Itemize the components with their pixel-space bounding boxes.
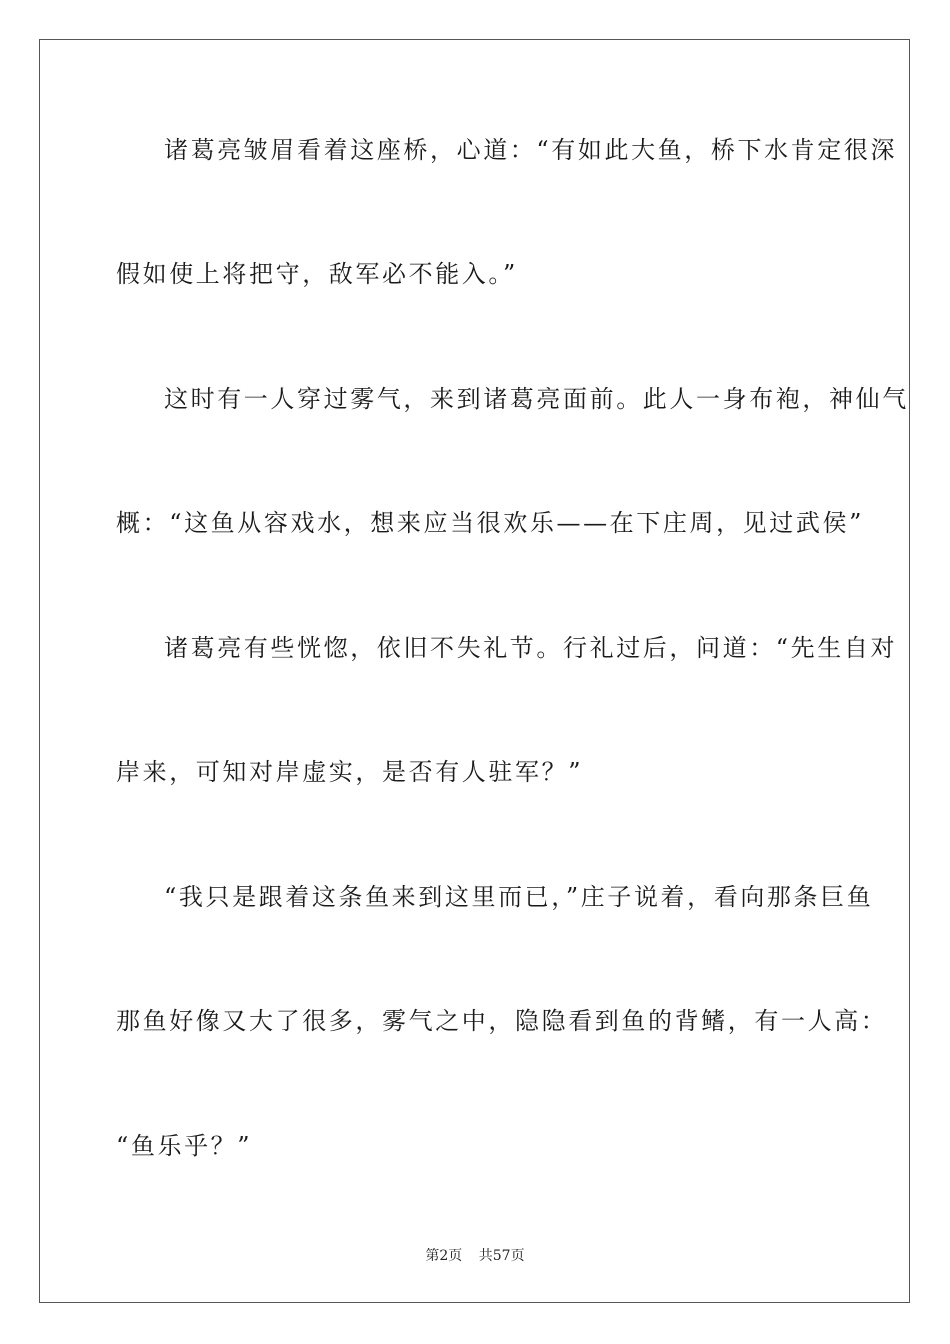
paragraph-line-9: “鱼乐乎？” xyxy=(116,1132,253,1160)
page-border xyxy=(39,39,910,1303)
paragraph-line-1: 诸葛亮皱眉看着这座桥，心道：“有如此大鱼，桥下水肯定很深 xyxy=(164,136,898,164)
paragraph-line-7: “我只是跟着这条鱼来到这里而已，”庄子说着，看向那条巨鱼 xyxy=(164,883,874,911)
paragraph-line-8: 那鱼好像又大了很多，雾气之中，隐隐看到鱼的背鳍，有一人高： xyxy=(116,1007,888,1035)
paragraph-line-3: 这时有一人穿过雾气，来到诸葛亮面前。此人一身布袍，神仙气 xyxy=(164,385,909,413)
paragraph-line-6: 岸来，可知对岸虚实，是否有人驻军？” xyxy=(116,758,584,786)
page-footer xyxy=(0,1247,950,1265)
page-number: 第2页 xyxy=(425,1248,463,1264)
paragraph-line-2: 假如使上将把守，敌军必不能入。” xyxy=(116,260,518,288)
page-total: 共57页 xyxy=(478,1248,525,1264)
paragraph-line-4: 概：“这鱼从容戏水，想来应当很欢乐——在下庄周，见过武侯” xyxy=(116,509,864,537)
paragraph-line-5: 诸葛亮有些恍惚，依旧不失礼节。行礼过后，问道：“先生自对 xyxy=(164,634,898,662)
